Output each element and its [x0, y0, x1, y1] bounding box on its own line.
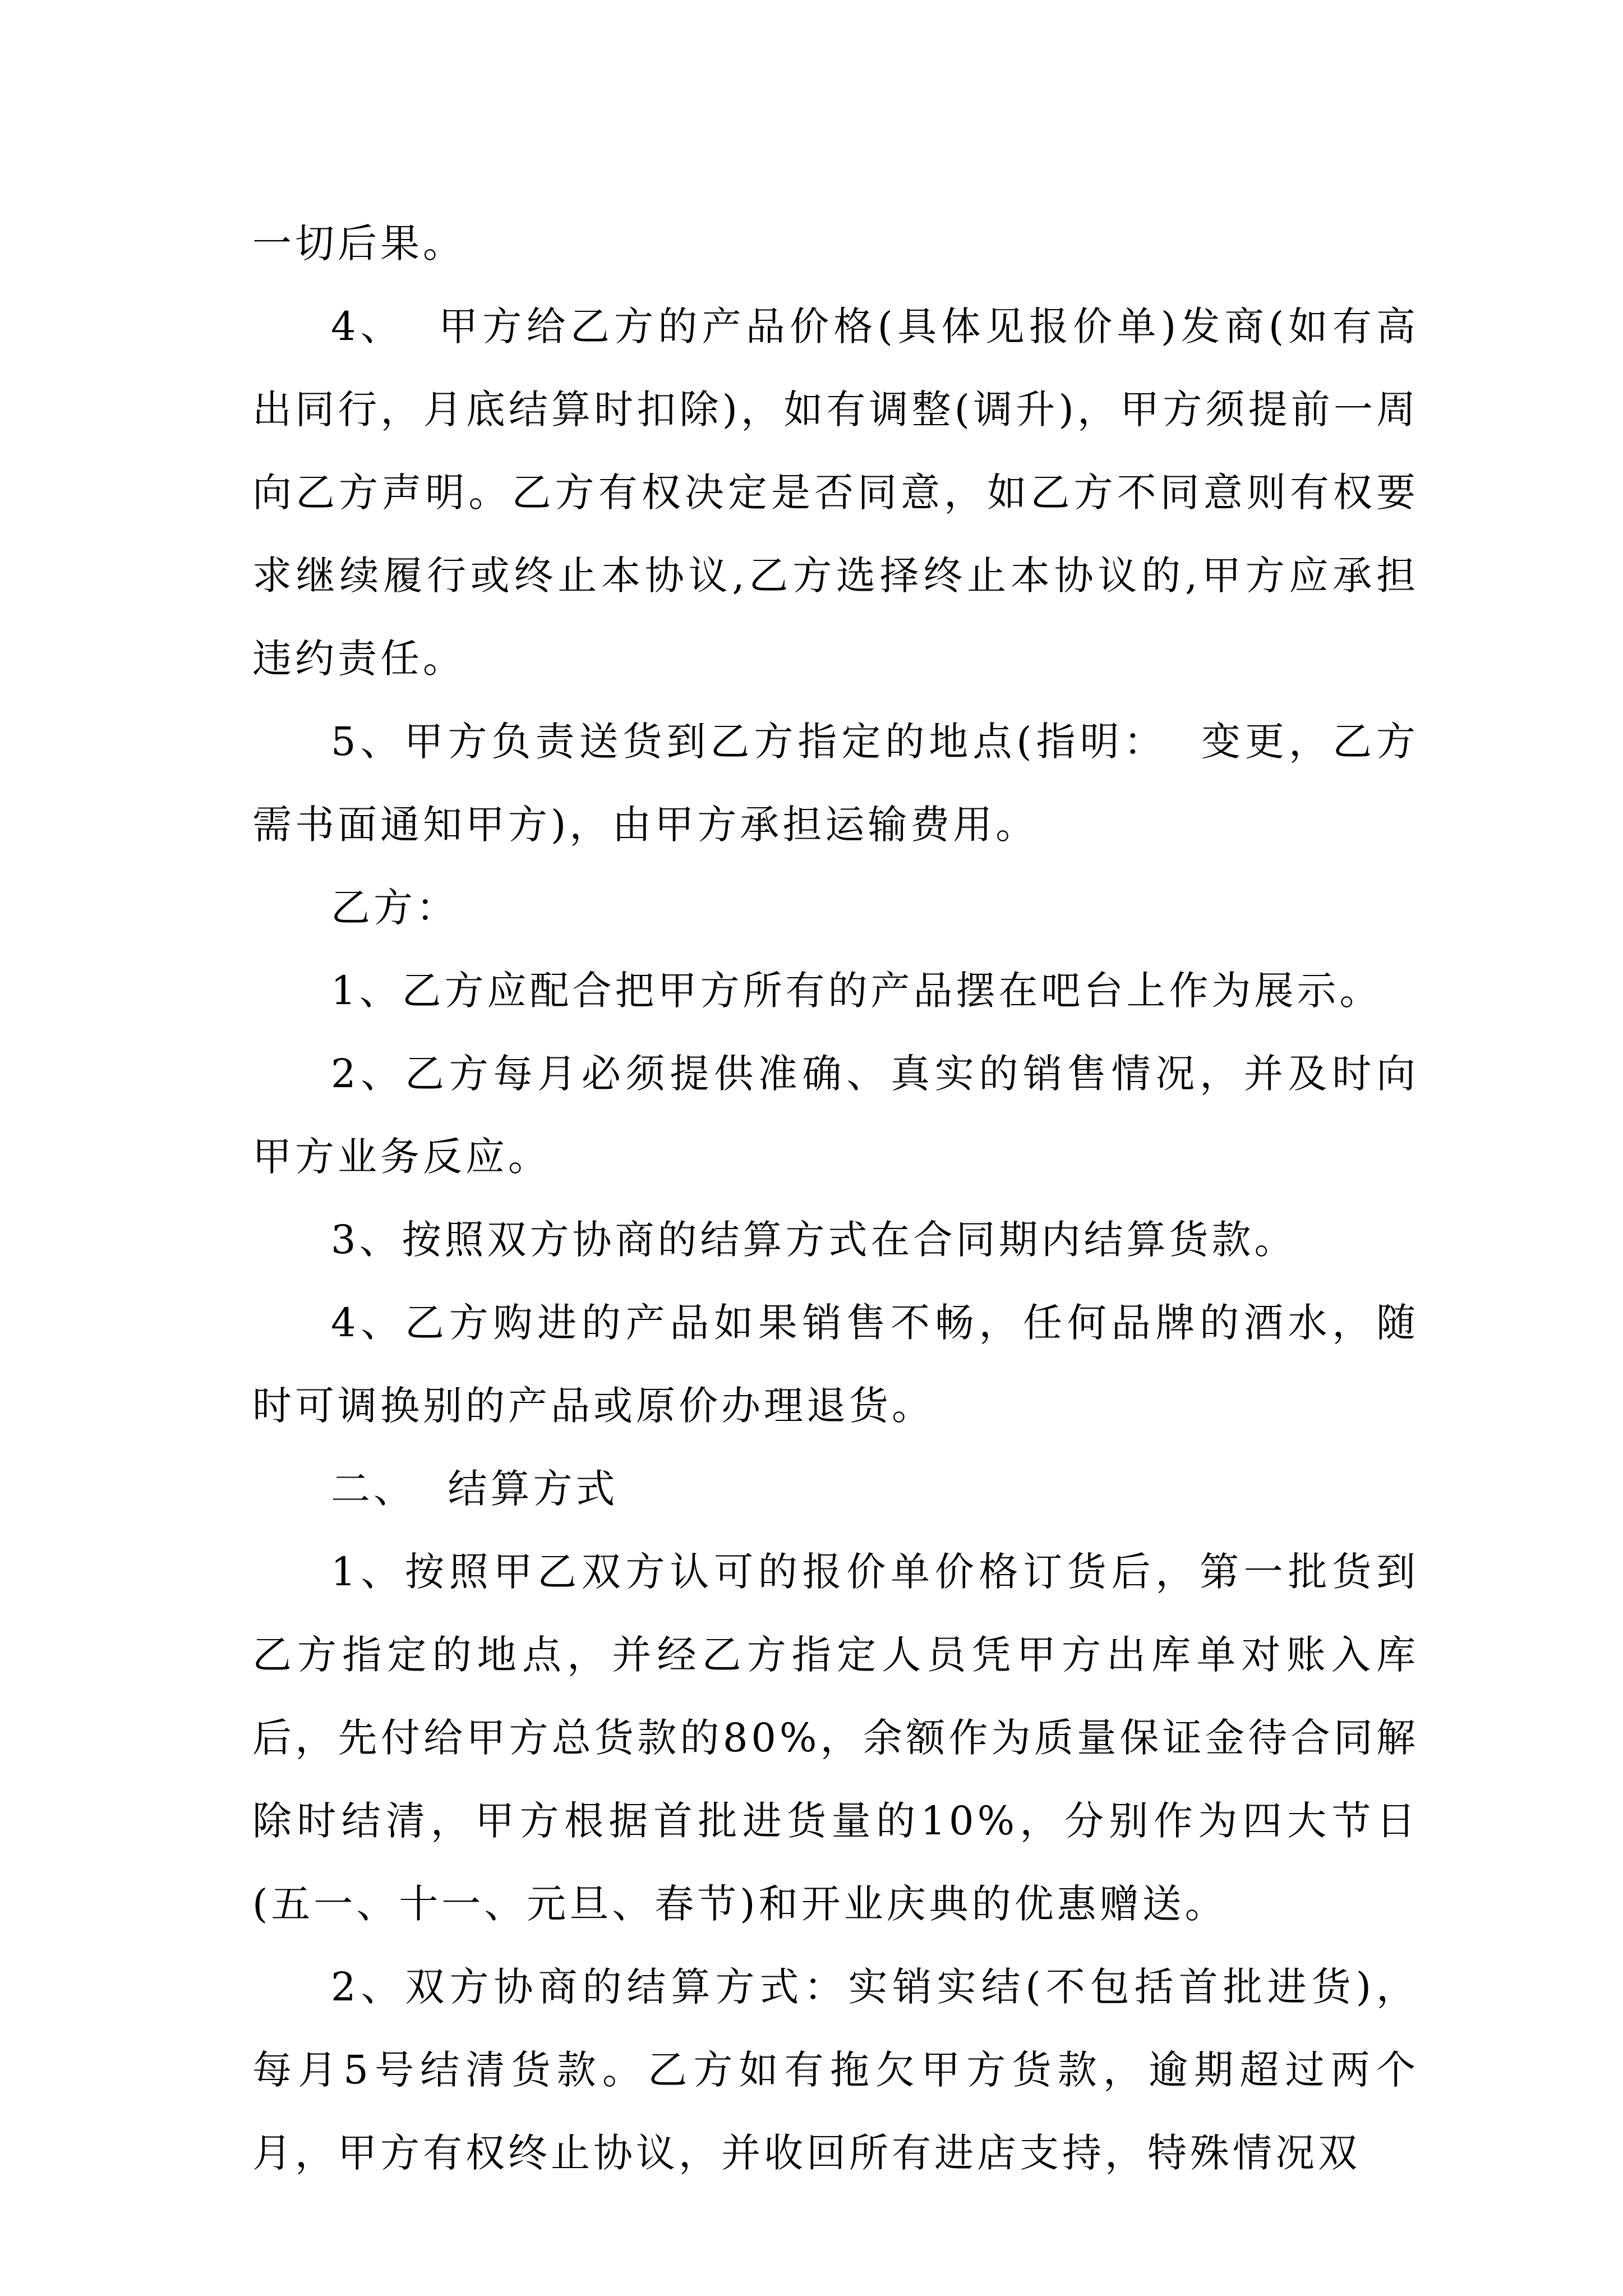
paragraph-settlement-2: 2、双方协商的结算方式：实销实结(不包括首批进货)，每月5号结清货款。乙方如有拖欠甲方货款，逾期超过两个月，甲方有权终止协议，并收回所有进店支持，特殊情况双 [252, 1964, 1419, 2176]
paragraph-b-clause-1: 1、乙方应配合把甲方所有的产品摆在吧台上作为展示。 [331, 968, 1382, 1014]
paragraph-clause-5-delivery: 5、甲方负责送货到乙方指定的地点(指明： 变更，乙方需书面通知甲方)，由甲方承担运输费用。 [252, 719, 1419, 848]
paragraph-settlement-1: 1、按照甲乙双方认可的报价单价格订货后，第一批货到乙方指定的地点，并经乙方指定人员凭甲方出库单对账入库后，先付给甲方总货款的80%，余额作为质量保证金待合同解除时结清，甲方根据首批进货量的10%，分别作为四大节日(五一、十一、元旦、春节)和开业庆典的优惠赠送。 [252, 1549, 1419, 1927]
paragraph-b-clause-2: 2、乙方每月必须提供准确、真实的销售情况，并及时向甲方业务反应。 [252, 1051, 1419, 1180]
section-heading-party-b: 乙方： [331, 885, 459, 931]
paragraph-b-clause-3: 3、按照双方协商的结算方式在合同期内结算货款。 [331, 1217, 1297, 1263]
paragraph-b-clause-4: 4、乙方购进的产品如果销售不畅，任何品牌的酒水，随时可调换别的产品或原价办理退货。 [252, 1300, 1419, 1429]
section-heading-settlement: 二、 结算方式 [331, 1466, 619, 1512]
paragraph-continuation: 一切后果。 [252, 220, 465, 266]
document-body [252, 202, 1419, 2194]
paragraph-clause-4-pricing: 4、 甲方给乙方的产品价格(具体见报价单)发商(如有高出同行，月底结算时扣除)，如有调整(调升)，甲方须提前一周向乙方声明。乙方有权决定是否同意，如乙方不同意则有权要求继续履行或终止本协议,乙方选择终止本协议的,甲方应承担违约责任。 [252, 303, 1419, 682]
